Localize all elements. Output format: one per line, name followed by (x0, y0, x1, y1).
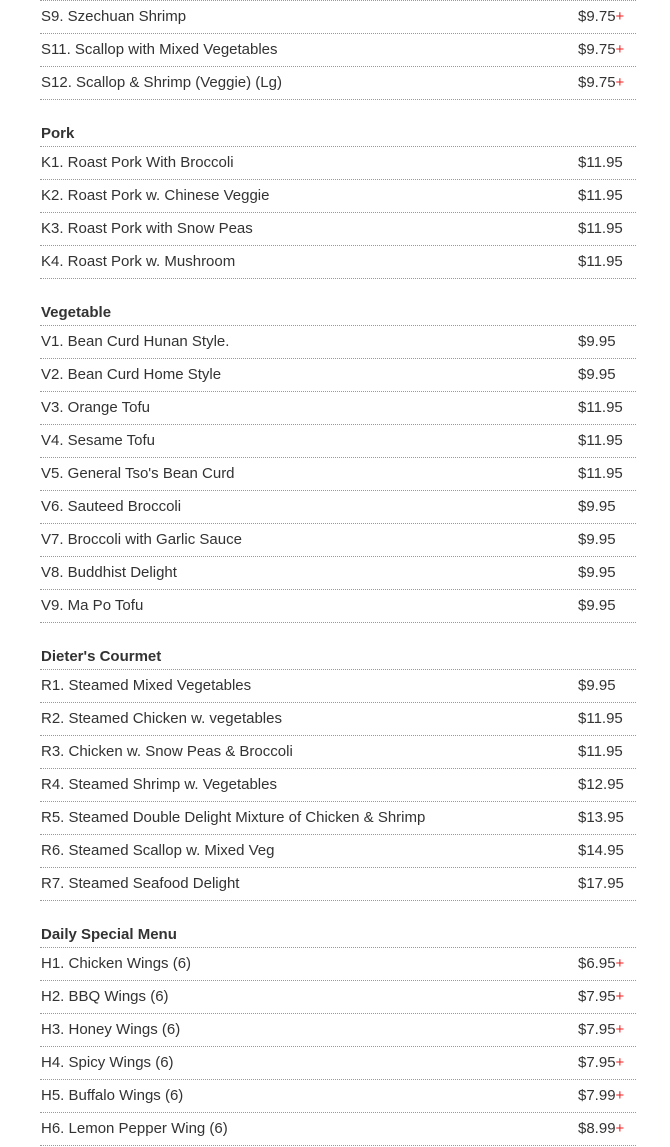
menu-item-price: $13.95 (578, 809, 624, 826)
menu-item-name[interactable]: S9. Szechuan Shrimp (41, 8, 187, 25)
menu-item-name[interactable]: V7. Broccoli with Garlic Sauce (41, 531, 242, 548)
menu-item-name[interactable]: R4. Steamed Shrimp w. Vegetables (41, 776, 277, 793)
menu-item-price-group (578, 565, 616, 581)
menu-item-name[interactable]: V3. Orange Tofu (41, 399, 150, 416)
menu-item-row[interactable] (40, 1080, 636, 1113)
menu-item-price: $9.75 (578, 8, 616, 25)
menu-item-price-group (578, 1055, 624, 1071)
add-to-order-icon[interactable]: + (615, 8, 625, 25)
menu-item-price: $6.95 (578, 955, 616, 972)
menu-item-row[interactable] (40, 948, 636, 981)
section-title: Daily Special Menu (40, 901, 636, 948)
add-to-order-icon[interactable]: + (615, 41, 625, 58)
menu-item-name[interactable]: S11. Scallop with Mixed Vegetables (41, 41, 278, 58)
menu-item-name[interactable]: R5. Steamed Double Delight Mixture of Chicken & Shrimp (41, 809, 426, 826)
menu-item-price-group (578, 400, 623, 416)
menu-item-row[interactable] (40, 359, 636, 392)
menu-item-price: $9.95 (578, 366, 616, 383)
menu-section (40, 901, 636, 1146)
menu-item-row[interactable] (40, 769, 636, 802)
menu-item-row[interactable] (40, 1014, 636, 1047)
menu-item-price: $11.95 (578, 399, 623, 416)
menu-item-name[interactable]: R3. Chicken w. Snow Peas & Broccoli (41, 743, 293, 760)
menu-item-price-group (578, 598, 616, 614)
menu-item-name[interactable]: H1. Chicken Wings (6) (41, 955, 192, 972)
add-to-order-icon[interactable]: + (615, 988, 625, 1005)
menu-item-name[interactable]: K4. Roast Pork w. Mushroom (41, 253, 236, 270)
menu-item-price: $9.95 (578, 498, 616, 515)
menu-item-name[interactable]: H6. Lemon Pepper Wing (6) (41, 1120, 228, 1137)
menu-item-price: $12.95 (578, 776, 624, 793)
menu-item-price: $11.95 (578, 465, 623, 482)
menu-item-price-group (578, 1121, 624, 1137)
menu-item-price-group (578, 810, 624, 826)
menu-item-row[interactable] (40, 392, 636, 425)
add-to-order-icon[interactable]: + (615, 1021, 625, 1038)
menu-item-name[interactable]: V6. Sauteed Broccoli (41, 498, 182, 515)
menu-item-price: $7.95 (578, 1054, 616, 1071)
menu-item-price-group (578, 1088, 624, 1104)
menu-item-price: $14.95 (578, 842, 624, 859)
menu-item-row[interactable] (40, 326, 636, 359)
menu-item-price-group (578, 843, 624, 859)
menu-item-price: $9.75 (578, 41, 616, 58)
menu-item-row[interactable] (40, 213, 636, 246)
menu-item-row[interactable] (40, 458, 636, 491)
menu-item-price-group (578, 711, 623, 727)
menu-item-price: $9.75 (578, 74, 616, 91)
menu-item-price-group (578, 532, 616, 548)
menu-item-price-group (578, 334, 616, 350)
menu-item-price-group (578, 956, 624, 972)
menu-item-price: $11.95 (578, 220, 623, 237)
menu-item-price-group (578, 1022, 624, 1038)
menu-item-name[interactable]: H3. Honey Wings (6) (41, 1021, 181, 1038)
menu-item-price: $7.95 (578, 1021, 616, 1038)
menu-item-row[interactable] (40, 868, 636, 901)
menu-item-row[interactable] (40, 67, 636, 100)
menu-item-row[interactable] (40, 590, 636, 623)
section-title: Pork (40, 100, 636, 147)
menu-item-row[interactable] (40, 246, 636, 279)
menu-item-row[interactable] (40, 180, 636, 213)
menu-item-name[interactable]: V1. Bean Curd Hunan Style. (41, 333, 230, 350)
menu-item-price: $8.99 (578, 1120, 616, 1137)
menu-item-price: $7.95 (578, 988, 616, 1005)
menu-item-price-group (578, 744, 623, 760)
menu-item-price: $9.95 (578, 531, 616, 548)
menu-item-price: $11.95 (578, 743, 623, 760)
menu-item-price-group (578, 433, 623, 449)
menu-item-row[interactable] (40, 524, 636, 557)
menu-item-row[interactable] (40, 736, 636, 769)
menu-item-row[interactable] (40, 981, 636, 1014)
menu-item-name[interactable]: V5. General Tso's Bean Curd (41, 465, 235, 482)
menu-item-price-group (578, 188, 623, 204)
menu-item-name[interactable]: H2. BBQ Wings (6) (41, 988, 169, 1005)
menu-item-name[interactable]: H5. Buffalo Wings (6) (41, 1087, 184, 1104)
menu-item-price-group (578, 367, 616, 383)
menu-item-name[interactable]: R7. Steamed Seafood Delight (41, 875, 240, 892)
menu-item-row[interactable] (40, 1047, 636, 1080)
menu-item-name[interactable]: K3. Roast Pork with Snow Peas (41, 220, 253, 237)
menu-item-name[interactable]: S12. Scallop & Shrimp (Veggie) (Lg) (41, 74, 282, 91)
menu-item-row[interactable] (40, 835, 636, 868)
menu-item-price: $11.95 (578, 154, 623, 171)
menu-item-price: $11.95 (578, 187, 623, 204)
add-to-order-icon[interactable]: + (615, 1120, 625, 1137)
menu-item-price: $11.95 (578, 432, 623, 449)
menu-item-price-group (578, 75, 624, 91)
menu-item-price: $17.95 (578, 875, 624, 892)
menu-item-price-group (578, 221, 623, 237)
menu-item-row[interactable] (40, 557, 636, 590)
menu-item-price-group (578, 499, 616, 515)
menu-item-price-group (578, 989, 624, 1005)
menu-item-price: $11.95 (578, 253, 623, 270)
menu-item-row[interactable] (40, 34, 636, 67)
menu-item-row[interactable] (40, 670, 636, 703)
menu-item-price: $11.95 (578, 710, 623, 727)
menu-item-price: $9.95 (578, 597, 616, 614)
menu-item-price-group (578, 466, 623, 482)
menu-section (40, 623, 636, 901)
menu-item-price-group (578, 254, 623, 270)
menu-item-row[interactable] (40, 491, 636, 524)
menu-item-price-group (578, 155, 623, 171)
menu-section (40, 100, 636, 279)
menu-item-price-group (578, 42, 624, 58)
menu-item-name[interactable]: V8. Buddhist Delight (41, 564, 177, 581)
menu-item-price: $9.95 (578, 677, 616, 694)
menu-item-name[interactable]: V4. Sesame Tofu (41, 432, 155, 449)
menu-item-row[interactable] (40, 425, 636, 458)
add-to-order-icon[interactable]: + (615, 74, 625, 91)
menu-item-row[interactable] (40, 1113, 636, 1146)
menu-item-name[interactable]: R2. Steamed Chicken w. vegetables (41, 710, 282, 727)
menu-item-price: $9.95 (578, 333, 616, 350)
menu-item-price: $9.95 (578, 564, 616, 581)
menu-section (40, 1, 636, 100)
menu-item-name[interactable]: H4. Spicy Wings (6) (41, 1054, 174, 1071)
menu-item-price-group (578, 777, 624, 793)
menu-item-price: $7.99 (578, 1087, 616, 1104)
menu-item-price-group (578, 876, 624, 892)
section-title: Dieter's Courmet (40, 623, 636, 670)
section-title: Vegetable (40, 279, 636, 326)
menu-item-name[interactable]: R1. Steamed Mixed Vegetables (41, 677, 252, 694)
add-to-order-icon[interactable]: + (615, 1054, 625, 1071)
menu-item-row[interactable] (40, 703, 636, 736)
menu-list (40, 0, 636, 1146)
menu-item-price-group (578, 9, 624, 25)
menu-item-price-group (578, 678, 616, 694)
menu-item-name[interactable]: V2. Bean Curd Home Style (41, 366, 222, 383)
menu-item-name[interactable]: K1. Roast Pork With Broccoli (41, 154, 234, 171)
add-to-order-icon[interactable]: + (615, 1087, 625, 1104)
menu-item-row[interactable] (40, 147, 636, 180)
menu-item-name[interactable]: R6. Steamed Scallop w. Mixed Veg (41, 842, 275, 859)
menu-item-row[interactable] (40, 802, 636, 835)
menu-item-row[interactable] (40, 1, 636, 34)
menu-item-name[interactable]: V9. Ma Po Tofu (41, 597, 144, 614)
menu-section (40, 279, 636, 623)
menu-item-name[interactable]: K2. Roast Pork w. Chinese Veggie (41, 187, 270, 204)
add-to-order-icon[interactable]: + (615, 955, 625, 972)
